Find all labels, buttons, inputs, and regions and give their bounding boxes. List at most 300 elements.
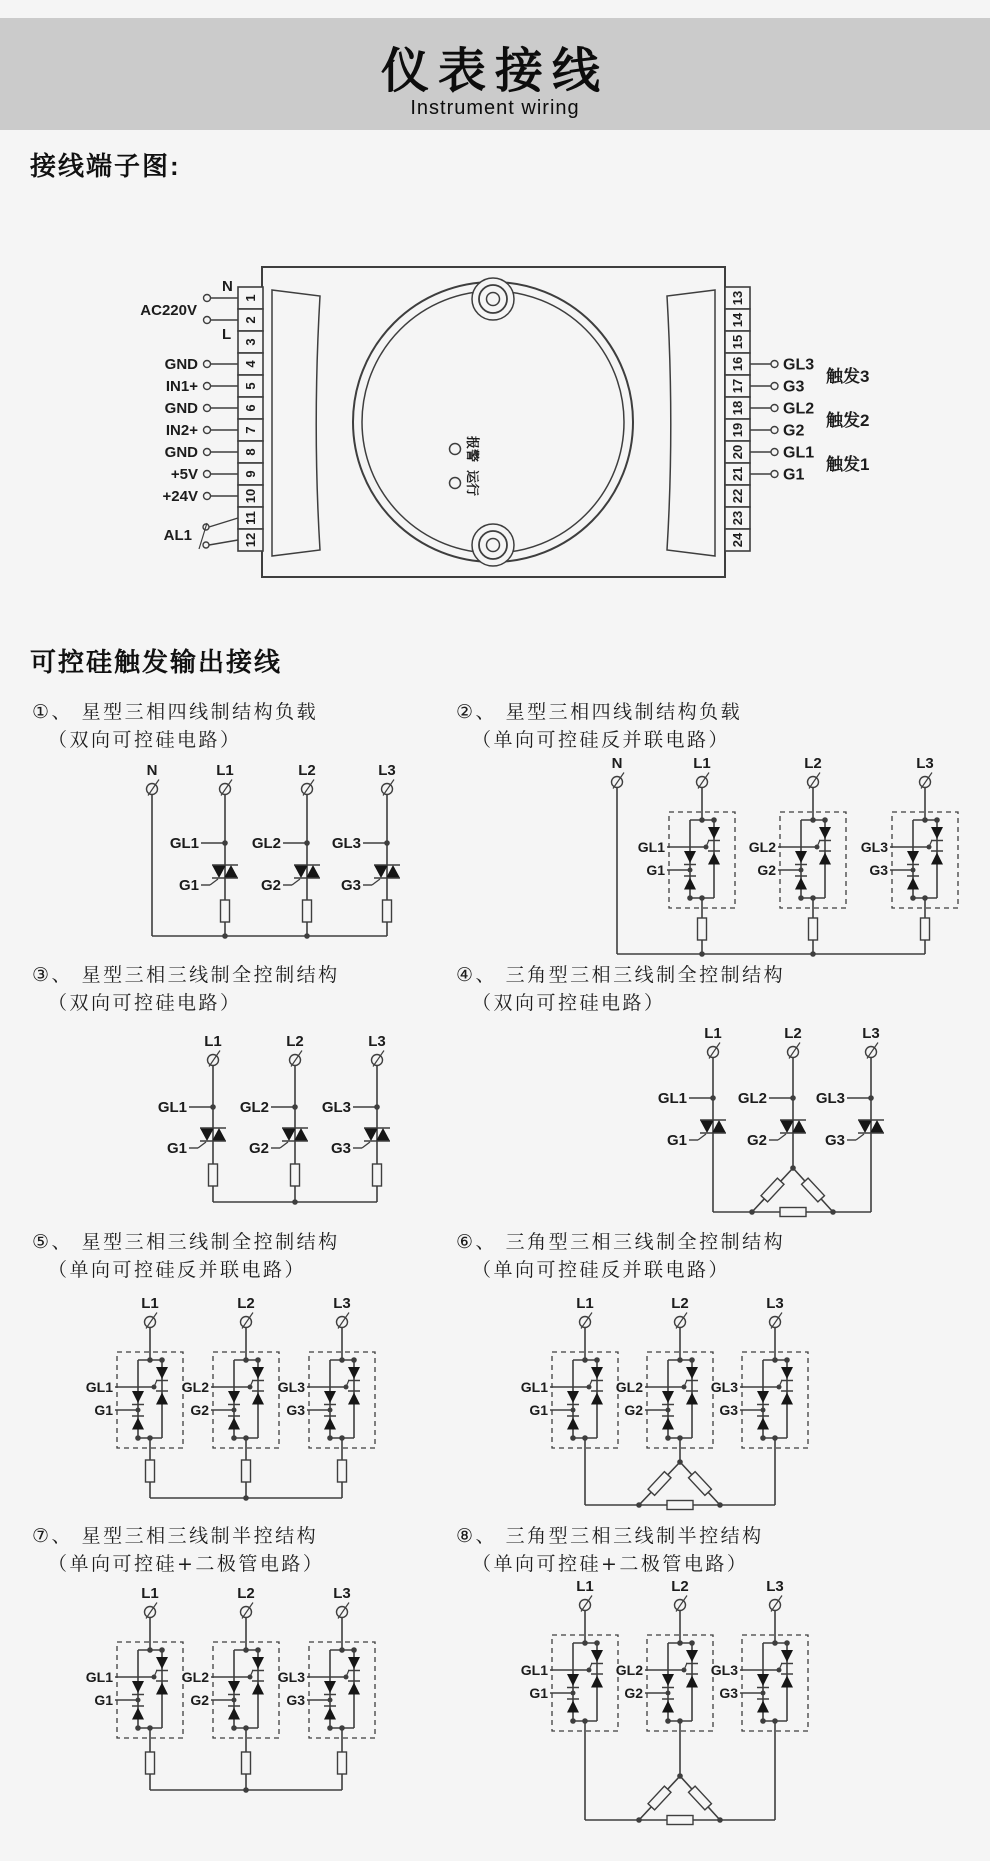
phase-label: L3 xyxy=(333,1295,351,1312)
terminal-number: 6 xyxy=(243,404,258,412)
gate-line-label: GL3 xyxy=(815,1090,845,1107)
terminal-circle xyxy=(204,295,211,302)
phase-label: L1 xyxy=(576,1295,594,1312)
load-resistor xyxy=(209,1164,218,1186)
scr-module-box xyxy=(742,1352,808,1448)
gate-label: G2 xyxy=(260,877,281,894)
junction-dot xyxy=(292,1104,298,1110)
scr-triangle xyxy=(348,1393,360,1405)
junction-dot xyxy=(636,1502,642,1508)
junction-dot xyxy=(147,1357,153,1363)
power-label: AC220V xyxy=(140,302,197,319)
load-resistor xyxy=(303,900,312,922)
junction-dot xyxy=(159,1647,165,1653)
load-resistor xyxy=(761,1178,784,1202)
gate-line-label: GL3 xyxy=(710,1662,738,1678)
circuit-subtitle: （双向可控硅电路） xyxy=(48,992,242,1014)
gate-line-label: GL1 xyxy=(85,1379,113,1395)
scr-triangle xyxy=(591,1393,603,1405)
gate-line-label: GL3 xyxy=(277,1669,305,1685)
scr-triangle xyxy=(228,1418,240,1430)
triac-triangle xyxy=(792,1120,806,1133)
gate-label: G2 xyxy=(190,1692,209,1708)
junction-dot xyxy=(231,1435,237,1441)
terminal-number: 7 xyxy=(243,426,258,434)
phase-label: L2 xyxy=(671,1295,689,1312)
junction-dot xyxy=(666,1691,671,1696)
pin-label: GND xyxy=(164,400,198,417)
scr-triangle xyxy=(591,1367,603,1379)
scr-triangle xyxy=(156,1367,168,1379)
wire xyxy=(280,1142,288,1148)
junction-dot xyxy=(772,1357,778,1363)
gate-line-label: GL2 xyxy=(181,1379,209,1395)
gate-line-label: GL2 xyxy=(615,1662,643,1678)
junction-dot xyxy=(255,1647,261,1653)
phase-label: L1 xyxy=(704,1025,722,1042)
gate-label: G1 xyxy=(166,1140,187,1157)
phase-label: L2 xyxy=(237,1295,255,1312)
gate-line-label: GL1 xyxy=(657,1090,687,1107)
alarm-led-label: 报警 xyxy=(465,436,480,463)
pin-label: N xyxy=(222,278,233,295)
gate-label: G3 xyxy=(330,1140,351,1157)
scr-module-box xyxy=(552,1352,618,1448)
junction-dot xyxy=(677,1640,683,1646)
triac-triangle xyxy=(294,1128,308,1141)
junction-dot xyxy=(594,1357,600,1363)
terminal-circle xyxy=(771,405,778,412)
circuit-subtitle: （单向可控硅反并联电路） xyxy=(472,729,731,751)
pin-label: G3 xyxy=(783,378,805,396)
circuit-title: ⑧、 三角型三相三线制半控结构 xyxy=(456,1525,764,1547)
load-resistor xyxy=(689,1472,712,1496)
gate-label: G3 xyxy=(869,862,888,878)
pin-label: GL1 xyxy=(783,444,815,462)
terminal-number: 24 xyxy=(730,532,745,548)
scr-triangle xyxy=(156,1683,168,1695)
pin-label: GL3 xyxy=(783,356,815,374)
gate-label: G1 xyxy=(178,877,199,894)
scr-triangle xyxy=(156,1393,168,1405)
gate-label: G1 xyxy=(94,1402,113,1418)
scr-triangle xyxy=(684,878,696,890)
load-resistor xyxy=(146,1460,155,1482)
terminal-circle xyxy=(203,542,209,548)
scr-triangle xyxy=(591,1676,603,1688)
triac-triangle xyxy=(294,865,308,878)
phase-label: L2 xyxy=(286,1033,304,1050)
pin-label: GL2 xyxy=(783,400,815,418)
circuit-2 xyxy=(456,701,958,957)
junction-dot xyxy=(243,1647,249,1653)
circuit-7 xyxy=(32,1525,375,1793)
junction-dot xyxy=(636,1817,642,1823)
phase-label: N xyxy=(146,762,158,779)
gate-label: G2 xyxy=(190,1402,209,1418)
pin-label: IN1+ xyxy=(165,378,198,395)
scr-triangle xyxy=(567,1418,579,1430)
circuit-8 xyxy=(456,1525,808,1825)
junction-dot xyxy=(784,1640,790,1646)
circuit-4 xyxy=(456,964,884,1217)
junction-dot xyxy=(677,1357,683,1363)
gate-line-label: GL1 xyxy=(169,835,199,852)
junction-dot xyxy=(666,1408,671,1413)
meter-bezel-inner xyxy=(362,291,624,553)
phase-label: L3 xyxy=(368,1033,386,1050)
junction-dot xyxy=(688,868,693,873)
scr-triangle xyxy=(819,853,831,865)
junction-dot xyxy=(231,1725,237,1731)
junction-dot xyxy=(868,1095,874,1101)
junction-dot xyxy=(582,1357,588,1363)
load-resistor xyxy=(809,918,818,940)
wire xyxy=(210,879,218,885)
junction-dot xyxy=(159,1357,165,1363)
scr-module-box xyxy=(742,1635,808,1731)
circuit-subtitle: （单向可控硅+二极管电路） xyxy=(472,1553,749,1575)
circuit-1 xyxy=(32,701,400,939)
circuit-title: ⑤、 星型三相三线制全控制结构 xyxy=(32,1231,340,1253)
pin-label: +24V xyxy=(162,488,198,505)
junction-dot xyxy=(677,1773,683,1779)
triac-triangle xyxy=(870,1120,884,1133)
scr-triangle xyxy=(252,1393,264,1405)
scr-triangle xyxy=(567,1391,579,1403)
terminal-diagram xyxy=(140,267,869,577)
junction-dot xyxy=(717,1817,723,1823)
load-resistor xyxy=(291,1164,300,1186)
terminal-number: 8 xyxy=(243,448,258,456)
gate-line-label: GL1 xyxy=(157,1099,187,1116)
load-resistor xyxy=(383,900,392,922)
wire xyxy=(209,518,238,527)
scr-triangle xyxy=(324,1391,336,1403)
circuit-title: ⑦、 星型三相三线制半控结构 xyxy=(32,1525,319,1547)
junction-dot xyxy=(327,1435,333,1441)
terminal-circle xyxy=(771,471,778,478)
triac-triangle xyxy=(386,865,400,878)
circuit-title: ③、 星型三相三线制全控制结构 xyxy=(32,964,340,986)
triac-triangle xyxy=(212,1128,226,1141)
scr-module-box xyxy=(647,1352,713,1448)
scr-triangle xyxy=(662,1674,674,1686)
scr-module-box xyxy=(213,1352,279,1448)
terminal-number: 23 xyxy=(730,510,745,526)
scr-triangle xyxy=(348,1683,360,1695)
junction-dot xyxy=(749,1209,755,1215)
junction-dot xyxy=(243,1357,249,1363)
junction-dot xyxy=(922,817,928,823)
junction-dot xyxy=(328,1408,333,1413)
scr-triangle xyxy=(708,853,720,865)
junction-dot xyxy=(582,1640,588,1646)
scr-triangle xyxy=(252,1657,264,1669)
terminal-circle xyxy=(771,427,778,434)
junction-dot xyxy=(594,1640,600,1646)
scr-triangle xyxy=(591,1650,603,1662)
scr-triangle xyxy=(757,1418,769,1430)
phase-label: L3 xyxy=(916,755,934,772)
junction-dot xyxy=(910,895,916,901)
terminal-number: 18 xyxy=(730,400,745,416)
circuit-6 xyxy=(456,1231,808,1510)
wire xyxy=(292,879,300,885)
junction-dot xyxy=(232,1698,237,1703)
gate-line-label: GL1 xyxy=(637,839,665,855)
scr-triangle xyxy=(252,1367,264,1379)
junction-dot xyxy=(810,951,816,957)
scr-triangle xyxy=(795,878,807,890)
circuit-title: ④、 三角型三相三线制全控制结构 xyxy=(456,964,786,986)
triac-triangle xyxy=(224,865,238,878)
phase-label: L3 xyxy=(378,762,396,779)
gate-line-label: GL2 xyxy=(251,835,281,852)
gate-label: G2 xyxy=(624,1685,643,1701)
terminal-number: 13 xyxy=(730,290,745,306)
scr-triangle xyxy=(662,1701,674,1713)
terminal-circle xyxy=(771,449,778,456)
terminal-circle xyxy=(204,427,211,434)
junction-dot xyxy=(328,1698,333,1703)
junction-dot xyxy=(790,1095,796,1101)
load-resistor xyxy=(648,1786,671,1810)
junction-dot xyxy=(339,1647,345,1653)
wire xyxy=(698,1134,706,1140)
gate-label: G1 xyxy=(94,1692,113,1708)
terminal-number: 21 xyxy=(730,466,745,482)
junction-dot xyxy=(761,1408,766,1413)
gate-label: G3 xyxy=(340,877,361,894)
junction-dot xyxy=(327,1725,333,1731)
junction-dot xyxy=(772,1640,778,1646)
phase-label: N xyxy=(611,755,623,772)
junction-dot xyxy=(710,1095,716,1101)
terminal-circle xyxy=(204,493,211,500)
scr-triangle xyxy=(228,1708,240,1720)
junction-dot xyxy=(571,1691,576,1696)
junction-dot xyxy=(304,840,310,846)
junction-dot xyxy=(687,895,693,901)
phase-label: L1 xyxy=(141,1295,159,1312)
phase-label: L2 xyxy=(298,762,316,779)
gate-label: G1 xyxy=(529,1402,548,1418)
junction-dot xyxy=(711,817,717,823)
load-resistor xyxy=(242,1752,251,1774)
run-led-label: 运行 xyxy=(465,470,480,497)
phase-label: L2 xyxy=(671,1578,689,1595)
terminal-circle xyxy=(204,317,211,324)
wire xyxy=(209,540,238,545)
wire xyxy=(372,879,380,885)
scr-triangle xyxy=(931,853,943,865)
phase-label: L3 xyxy=(766,1578,784,1595)
scr-triangle xyxy=(324,1418,336,1430)
terminal-number: 4 xyxy=(243,360,258,368)
circuit-title: ②、 星型三相四线制结构负载 xyxy=(456,701,743,723)
circuit-3 xyxy=(32,964,390,1205)
triac-triangle xyxy=(282,1128,296,1141)
phase-label: L2 xyxy=(804,755,822,772)
pin-label: GND xyxy=(164,356,198,373)
load-resistor xyxy=(667,1501,693,1510)
circuit-subtitle: （单向可控硅反并联电路） xyxy=(472,1259,731,1281)
terminal-section-heading: 接线端子图: xyxy=(30,151,181,181)
gate-line-label: GL1 xyxy=(520,1379,548,1395)
scr-triangle xyxy=(757,1674,769,1686)
meter-bezel-outer xyxy=(353,282,633,562)
gate-line-label: GL2 xyxy=(181,1669,209,1685)
triac-triangle xyxy=(306,865,320,878)
gate-line-label: GL2 xyxy=(737,1090,767,1107)
circuit-subtitle: （单向可控硅反并联电路） xyxy=(48,1259,307,1281)
pin-label: +5V xyxy=(170,466,198,483)
load-resistor xyxy=(689,1786,712,1810)
junction-dot xyxy=(699,951,705,957)
junction-dot xyxy=(222,840,228,846)
scr-module-box xyxy=(669,812,735,908)
junction-dot xyxy=(934,817,940,823)
gate-label: G3 xyxy=(719,1402,738,1418)
scr-module-box xyxy=(309,1642,375,1738)
junction-dot xyxy=(760,1435,766,1441)
scr-module-box xyxy=(117,1352,183,1448)
terminal-number: 15 xyxy=(730,334,745,350)
wire xyxy=(856,1134,864,1140)
terminal-number: 11 xyxy=(243,511,258,525)
scr-triangle xyxy=(348,1657,360,1669)
junction-dot xyxy=(570,1435,576,1441)
load-resistor xyxy=(146,1752,155,1774)
gate-label: G2 xyxy=(746,1132,767,1149)
junction-dot xyxy=(351,1357,357,1363)
terminal-number: 5 xyxy=(243,382,258,390)
gate-label: G3 xyxy=(719,1685,738,1701)
junction-dot xyxy=(699,817,705,823)
phase-label: L1 xyxy=(216,762,234,779)
junction-dot xyxy=(665,1718,671,1724)
circuit-title: ①、 星型三相四线制结构负载 xyxy=(32,701,319,723)
triac-triangle xyxy=(364,1128,378,1141)
phase-label: L3 xyxy=(862,1025,880,1042)
junction-dot xyxy=(351,1647,357,1653)
junction-dot xyxy=(570,1718,576,1724)
scr-triangle xyxy=(252,1683,264,1695)
pin-label: L xyxy=(222,326,232,343)
scr-module-box xyxy=(309,1352,375,1448)
terminal-number: 2 xyxy=(243,316,258,324)
load-resistor xyxy=(242,1460,251,1482)
junction-dot xyxy=(760,1718,766,1724)
scr-triangle xyxy=(686,1393,698,1405)
scr-triangle xyxy=(931,827,943,839)
junction-dot xyxy=(761,1691,766,1696)
scr-module-box xyxy=(892,812,958,908)
phase-label: L1 xyxy=(141,1585,159,1602)
left-inner-panel xyxy=(272,290,320,556)
pin-label: GND xyxy=(164,444,198,461)
gate-label: G1 xyxy=(646,862,665,878)
scr-triangle xyxy=(781,1393,793,1405)
junction-dot xyxy=(292,1199,298,1205)
scr-triangle xyxy=(662,1418,674,1430)
gate-label: G3 xyxy=(824,1132,845,1149)
terminal-number: 12 xyxy=(243,532,258,548)
terminal-number: 19 xyxy=(730,422,745,438)
phase-label: L1 xyxy=(693,755,711,772)
scr-section-heading: 可控硅触发输出接线 xyxy=(30,647,283,677)
junction-dot xyxy=(665,1435,671,1441)
gate-label: G1 xyxy=(666,1132,687,1149)
trigger-group-label: 触发3 xyxy=(826,367,870,386)
scr-triangle xyxy=(228,1681,240,1693)
junction-dot xyxy=(790,1165,796,1171)
wire xyxy=(778,1134,786,1140)
triac-triangle xyxy=(212,865,226,878)
junction-dot xyxy=(136,1698,141,1703)
gate-label: G2 xyxy=(248,1140,269,1157)
junction-dot xyxy=(384,840,390,846)
wire xyxy=(198,1142,206,1148)
gate-line-label: GL3 xyxy=(277,1379,305,1395)
pin-label: G1 xyxy=(783,466,805,484)
trigger-group-label: 触发2 xyxy=(826,411,870,430)
trigger-group-label: 触发1 xyxy=(826,455,870,474)
scr-triangle xyxy=(324,1708,336,1720)
junction-dot xyxy=(798,895,804,901)
gate-line-label: GL3 xyxy=(860,839,888,855)
junction-dot xyxy=(689,1640,695,1646)
pin-label: IN2+ xyxy=(165,422,198,439)
junction-dot xyxy=(689,1357,695,1363)
load-resistor xyxy=(667,1816,693,1825)
junction-dot xyxy=(136,1408,141,1413)
phase-label: L2 xyxy=(237,1585,255,1602)
triac-triangle xyxy=(200,1128,214,1141)
circuit-subtitle: （单向可控硅+二极管电路） xyxy=(48,1553,325,1575)
junction-dot xyxy=(717,1502,723,1508)
phase-label: L1 xyxy=(204,1033,222,1050)
gate-line-label: GL2 xyxy=(239,1099,269,1116)
scr-triangle xyxy=(795,851,807,863)
relay-label: AL1 xyxy=(163,527,192,544)
junction-dot xyxy=(243,1495,249,1501)
scr-module-box xyxy=(213,1642,279,1738)
scr-triangle xyxy=(757,1701,769,1713)
terminal-number: 17 xyxy=(730,378,745,394)
scr-triangle xyxy=(686,1676,698,1688)
junction-dot xyxy=(147,1647,153,1653)
circuit-title: ⑥、 三角型三相三线制全控制结构 xyxy=(456,1231,786,1253)
terminal-number: 22 xyxy=(730,488,745,504)
scr-triangle xyxy=(781,1676,793,1688)
scr-module-box xyxy=(117,1642,183,1738)
load-resistor xyxy=(698,918,707,940)
load-resistor xyxy=(802,1178,825,1202)
gate-label: G3 xyxy=(286,1692,305,1708)
circuit-subtitle: （双向可控硅电路） xyxy=(48,729,242,751)
junction-dot xyxy=(822,817,828,823)
circuit-5 xyxy=(32,1231,375,1501)
scr-triangle xyxy=(228,1391,240,1403)
terminal-number: 20 xyxy=(730,444,745,460)
gate-line-label: GL3 xyxy=(710,1379,738,1395)
gate-line-label: GL3 xyxy=(321,1099,351,1116)
triac-triangle xyxy=(712,1120,726,1133)
load-resistor xyxy=(648,1472,671,1496)
scr-triangle xyxy=(348,1367,360,1379)
